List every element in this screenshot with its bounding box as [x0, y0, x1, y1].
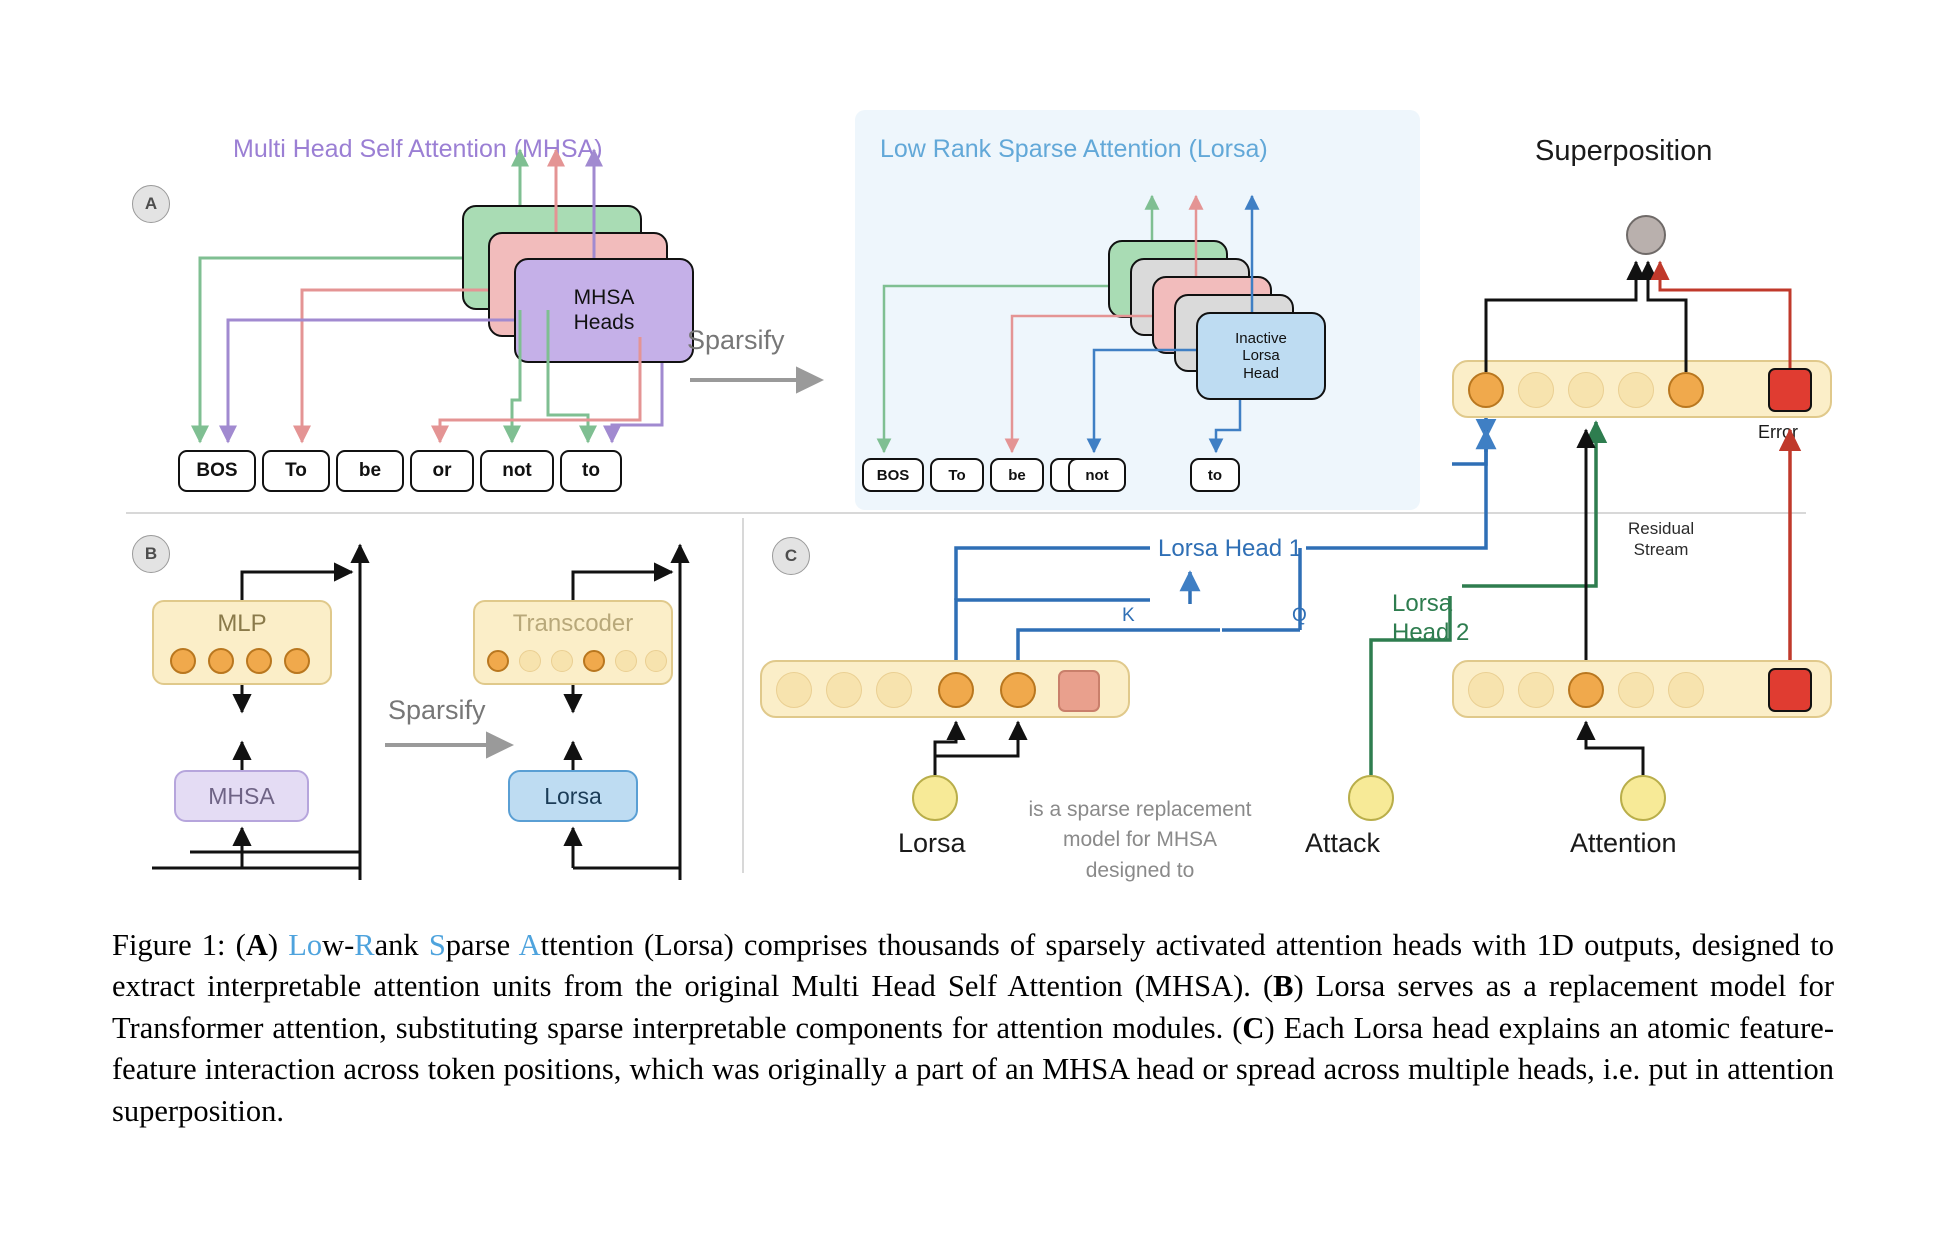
c-left-error-square — [1058, 670, 1100, 712]
inactive-head-line1: Inactive — [1235, 330, 1287, 348]
c-left-dot-3 — [876, 672, 912, 708]
mhsa-title: Multi Head Self Attention (MHSA) — [233, 135, 603, 163]
sentence-line3: designed to — [1085, 858, 1195, 882]
residual-stream-label-line2: Stream — [1633, 540, 1689, 560]
panel-badge-b-label: B — [144, 544, 158, 563]
lorsa-title: Low Rank Sparse Attention (Lorsa) — [880, 135, 1268, 163]
transcoder-dot-3 — [551, 650, 573, 672]
feature-node-attack — [1348, 775, 1394, 821]
caption-ank: ank — [374, 928, 429, 962]
token-left-3: or — [410, 450, 474, 492]
mlp-dot-3 — [246, 648, 272, 674]
caption-label-b: B — [1273, 969, 1294, 1004]
q-label: Q — [1288, 605, 1311, 627]
panel-badge-a — [132, 185, 170, 223]
figure-caption: Figure 1: (A) Low-Rank Sparse Attention (Lorsa) comprises thousands of sparsely activated attention heads with 1D outputs, designed to extract interpretable attention units from the original Multi Head Self Attention (MHSA). (B) Lorsa serves as a replacement model for Transformer attention, substituting sparse interpretable components for attention modules. (C) Each Lorsa head explains an atomic feature-feature interaction across token positions, which was originally a part of an MHSA head or spread across multiple heads, i.e. put in attention superposition. — [112, 928, 1834, 1128]
sentence-line2: model for MHSA — [1062, 828, 1218, 852]
c-right-dot-active — [1568, 672, 1604, 708]
caption-a2: A — [518, 928, 541, 962]
sparsify-label-a: Sparsify — [687, 325, 785, 355]
transcoder-dot-5 — [615, 650, 637, 672]
c-right-dot-1 — [1468, 672, 1504, 708]
superposition-dot-active-2 — [1668, 372, 1704, 408]
feature-label-attention: Attention — [1570, 828, 1677, 858]
panel-badge-c-label: C — [784, 546, 798, 565]
transcoder-dot-2 — [519, 650, 541, 672]
caption-body-2: ) Lorsa serves as a replacement model for Transformer attention, substituting sparse interpretable components for attention modules. ( — [112, 969, 1834, 1045]
mlp-dot-1 — [170, 648, 196, 674]
token-left-5: to — [560, 450, 622, 492]
mlp-label: MLP — [217, 610, 267, 637]
caption-label-a: A — [245, 928, 268, 962]
mhsa-block — [174, 770, 309, 822]
lorsa-block — [508, 770, 638, 822]
mhsa-heads-label-line2: Heads — [573, 310, 635, 334]
inactive-head-line3: Head — [1243, 364, 1279, 382]
caption-parse: parse — [445, 928, 519, 962]
residual-stream-label-line1: Residual — [1628, 519, 1695, 538]
caption-label-c: C — [1242, 1010, 1265, 1045]
lorsa-head-1-label: Lorsa Head 1 — [1152, 535, 1308, 563]
error-label: Error — [1758, 422, 1798, 442]
superposition-dot-active-1 — [1468, 372, 1504, 408]
caption-s: S — [428, 928, 446, 962]
feature-label-lorsa: Lorsa — [898, 828, 966, 858]
token-right-0: BOS — [862, 458, 924, 492]
c-left-dot-active-1 — [938, 672, 974, 708]
k-label: K — [1118, 605, 1139, 627]
transcoder-label: Transcoder — [512, 610, 634, 637]
transcoder-block — [473, 600, 673, 685]
caption-r: R — [354, 928, 375, 962]
sentence-context — [1000, 795, 1280, 886]
caption-body-3: ) Each Lorsa head explains an atomic feature-feature interaction across token positions, which was originally a part of an MHSA head or spread across multiple heads, i.e. put in attention superposition. — [112, 1010, 1834, 1128]
lorsa-head-2-line2: Head 2 — [1392, 618, 1470, 646]
caption-w-dash: w- — [322, 928, 355, 962]
vertical-divider — [742, 518, 744, 873]
token-left-1: To — [262, 450, 330, 492]
token-left-2: be — [336, 450, 404, 492]
superposition-output-node — [1626, 215, 1666, 255]
lorsa-head-card-inactive — [1196, 312, 1326, 400]
mhsa-heads-label-line1: MHSA — [573, 286, 635, 310]
caption-body-1: ttention (Lorsa) comprises thousands of sparsely activated attention heads with 1D outputs, designed to extract interpretable attention units from the original Multi Head Self Attention (MHSA). ( — [112, 928, 1834, 1004]
token-left-4: not — [480, 450, 554, 492]
residual-stream-label — [1628, 518, 1694, 561]
c-right-dot-3 — [1618, 672, 1654, 708]
lorsa-head-2-line1: Lorsa — [1392, 590, 1453, 617]
lorsa-head-2-label — [1392, 590, 1469, 648]
c-left-dot-1 — [776, 672, 812, 708]
superposition-title: Superposition — [1535, 135, 1713, 167]
mhsa-head-card-purple — [514, 258, 694, 363]
mlp-dot-4 — [284, 648, 310, 674]
horizontal-divider — [126, 512, 1806, 514]
token-left-0: BOS — [178, 450, 256, 492]
sparsify-label-b: Sparsify — [388, 695, 486, 725]
lorsa-block-label: Lorsa — [544, 782, 602, 809]
token-right-4b: not — [1068, 458, 1126, 492]
superposition-dot-2 — [1518, 372, 1554, 408]
panel-badge-c — [772, 537, 810, 575]
transcoder-dot-6 — [645, 650, 667, 672]
caption-prefix: Figure 1: ( — [112, 928, 246, 962]
superposition-dot-4 — [1618, 372, 1654, 408]
mlp-dot-2 — [208, 648, 234, 674]
inactive-head-line2: Lorsa — [1242, 347, 1280, 365]
superposition-error-square — [1768, 368, 1812, 412]
c-right-error-square — [1768, 668, 1812, 712]
caption-lo: Lo — [288, 928, 323, 962]
feature-node-lorsa — [912, 775, 958, 821]
feature-label-attack: Attack — [1305, 828, 1381, 858]
transcoder-dot-1 — [487, 650, 509, 672]
mhsa-block-label: MHSA — [208, 782, 275, 809]
superposition-dot-3 — [1568, 372, 1604, 408]
sentence-line1: is a sparse replacement — [1028, 798, 1252, 821]
token-right-5: to — [1190, 458, 1240, 492]
c-left-dot-active-2 — [1000, 672, 1036, 708]
transcoder-dot-4 — [583, 650, 605, 672]
c-right-dot-2 — [1518, 672, 1554, 708]
panel-badge-a-label: A — [144, 194, 158, 213]
panel-badge-b — [132, 535, 170, 573]
token-right-1: To — [930, 458, 984, 492]
c-left-dot-2 — [826, 672, 862, 708]
c-right-dot-4 — [1668, 672, 1704, 708]
token-right-2: be — [990, 458, 1044, 492]
feature-node-attention — [1620, 775, 1666, 821]
